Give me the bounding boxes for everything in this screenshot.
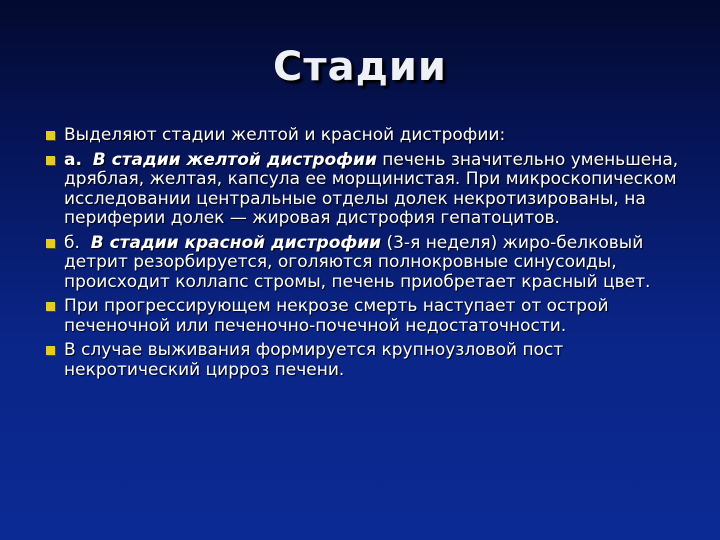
slide-title: Стадии [273,44,447,90]
square-bullet-icon [46,302,55,311]
list-item [46,297,690,336]
item-marker: а. [64,149,82,170]
bullet-text: печень значительно уменьшена, дряблая, желтая, капсула ее морщинистая. При микроскопическом исследовании центральные отделы долек некротизированы, на периферии долек — жировая дистрофия гепатоцитов. [64,149,679,228]
square-bullet-icon [46,156,55,165]
bullet-text: В случае выживания формируется крупноузловой пост некротический цирроз печени. [64,340,564,380]
emphasis-text: В стадии красной дистрофии [90,232,382,253]
bullet-text: При прогрессирующем некрозе смерть наступает от острой печеночной или печеночно-почечной недостаточности. [64,296,609,336]
list-item [46,341,690,380]
bullet-text: Выделяют стадии желтой и красной дистрофии: [64,125,506,145]
emphasis-text: В стадии желтой дистрофии [92,149,377,170]
bullet-text: (3-я неделя) жиро-белковый детрит резорбируется, оголяются полнокровные синусоиды, происходит коллапс стромы, печень приобретает красный цвет. [64,232,651,292]
list-item [46,234,690,293]
square-bullet-icon [46,131,55,140]
list-item [46,126,690,146]
square-bullet-icon [46,239,55,248]
square-bullet-icon [46,346,55,355]
bullet-list [46,126,690,385]
item-marker: б. [64,232,80,253]
list-item [46,151,690,229]
